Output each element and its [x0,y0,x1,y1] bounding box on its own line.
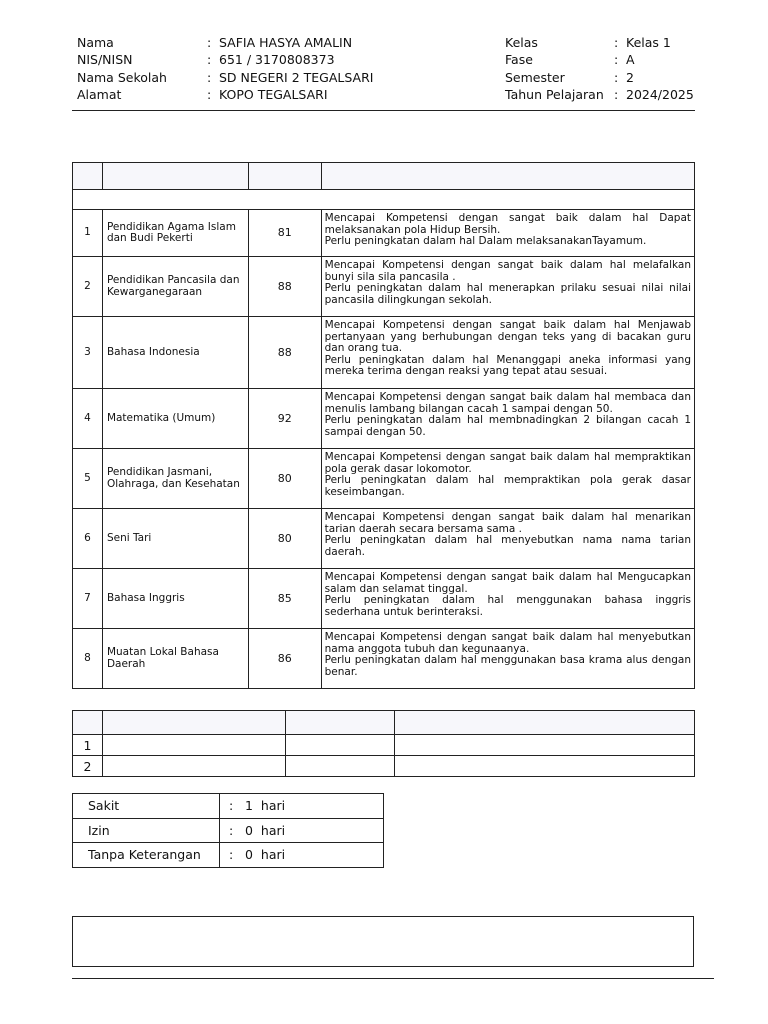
student-info-left [77,34,373,103]
grades-table [72,162,695,689]
attendance-count: 0 [245,847,253,863]
description [321,509,694,569]
row-number: 8 [73,629,103,689]
info-label: Semester [505,69,565,85]
attendance-count: 1 [245,798,253,814]
description-improvement: Perlu peningkatan dalam hal menggunakan bahasa inggris sederhana untuk berinteraksi. [324,594,691,618]
attendance-label: Sakit [73,794,220,819]
description-strength: Mencapai Kompetensi dengan sangat baik dalam hal Dapat melaksanakan pola Hidup Bersih. [324,212,691,236]
info-colon: : [614,35,619,50]
header-cell [73,711,103,735]
description-strength: Mencapai Kompetensi dengan sangat baik dalam hal menarikan tarian daerah secara bersama sama . [324,511,691,535]
info-label: Alamat [77,86,122,102]
attendance-value [220,818,384,843]
student-info-right [505,34,694,103]
description-improvement: Perlu peningkatan dalam hal menerapkan prilaku sesuai nilai nilai pancasila dilingkungan sekolah. [324,282,691,306]
score: 88 [248,317,321,389]
info-row-kelas [505,34,694,51]
cell [285,735,395,756]
cell [395,756,695,777]
header-cell [248,163,321,190]
table-row [73,389,695,449]
table-row [73,756,695,777]
info-colon: : [207,52,212,68]
description-strength: Mencapai Kompetensi dengan sangat baik dalam hal Mengucapkan salam dan selamat tinggal. [324,571,691,595]
info-colon: : [207,86,212,102]
grades-subheader-row [73,190,695,210]
row-number: 3 [73,317,103,389]
extracurricular-table [72,710,695,777]
info-row-semester [505,69,694,86]
info-row-alamat [77,86,373,103]
score: 80 [248,509,321,569]
description-strength: Mencapai Kompetensi dengan sangat baik dalam hal Menjawab pertanyaan yang berhubungan dengan teks yang di bacakan guru dan orang tua. [324,319,691,354]
info-value: SD NEGERI 2 TEGALSARI [219,69,374,85]
info-value: A [626,52,635,68]
description-strength: Mencapai Kompetensi dengan sangat baik dalam hal mempraktikan pola gerak dasar lokomotor. [324,451,691,475]
table-row [73,317,695,389]
info-value: SAFIA HASYA AMALIN [219,35,353,50]
teacher-notes-box [72,916,694,967]
info-colon: : [207,69,212,85]
table-row [73,629,695,689]
info-value: 2024/2025 [626,86,694,102]
header-cell [73,163,103,190]
score: 92 [248,389,321,449]
info-colon: : [207,35,212,50]
description-improvement: Perlu peningkatan dalam hal menggunakan basa krama alus dengan benar. [324,654,691,678]
cell [395,735,695,756]
attendance-row-izin [73,818,384,843]
table-row [73,449,695,509]
cell [285,756,395,777]
row-number: 2 [73,257,103,317]
header-cell [395,711,695,735]
info-label: Kelas [505,35,538,50]
attendance-label: Izin [73,818,220,843]
score: 80 [248,449,321,509]
info-row-sekolah [77,69,373,86]
info-label: Nama Sekolah [77,69,167,85]
subject-name: Matematika (Umum) [102,389,248,449]
info-row-nama [77,34,373,51]
attendance-value [220,794,384,819]
info-label: Nama [77,35,114,50]
score: 88 [248,257,321,317]
header-cell [102,163,248,190]
footer-divider [72,978,714,979]
description [321,629,694,689]
score: 85 [248,569,321,629]
description [321,317,694,389]
info-row-fase [505,51,694,68]
header-cell [102,711,285,735]
cell [102,756,285,777]
description [321,389,694,449]
table-row [73,210,695,257]
info-label: Fase [505,52,533,68]
info-row-nisn [77,51,373,68]
attendance-count: 0 [245,822,253,838]
description-strength: Mencapai Kompetensi dengan sangat baik dalam hal menyebutkan nama anggota tubuh dan kegunaanya. [324,631,691,655]
attendance-value [220,843,384,868]
grades-header-row [73,163,695,190]
attendance-colon: : [229,798,234,814]
extracurricular-header-row [73,711,695,735]
subheader-cell [73,190,695,210]
subject-name: Muatan Lokal Bahasa Daerah [102,629,248,689]
info-label: NIS/NISN [77,52,133,68]
description-improvement: Perlu peningkatan dalam hal Menanggapi aneka informasi yang mereka terima dengan reaksi yang tepat atau sesuai. [324,353,691,377]
score: 86 [248,629,321,689]
description-improvement: Perlu peningkatan dalam hal mempraktikan pola gerak dasar keseimbangan. [324,474,691,498]
info-colon: : [614,52,619,68]
table-row [73,509,695,569]
info-value: 651 / 3170808373 [219,52,335,68]
info-value: KOPO TEGALSARI [219,86,328,102]
info-colon: : [614,69,619,85]
info-value: Kelas 1 [626,35,671,50]
attendance-label: Tanpa Keterangan [73,843,220,868]
attendance-unit: hari [260,798,286,814]
table-row [73,735,695,756]
cell [102,735,285,756]
header-divider [72,110,695,111]
row-number: 1 [73,735,103,756]
table-row [73,569,695,629]
subject-name: Pendidikan Jasmani, Olahraga, dan Kesehatan [102,449,248,509]
description-strength: Mencapai Kompetensi dengan sangat baik dalam hal membaca dan menulis lambang bilangan cacah 1 sampai dengan 50. [324,391,691,415]
info-value: 2 [626,69,634,85]
subject-name: Seni Tari [102,509,248,569]
description [321,569,694,629]
description [321,257,694,317]
score: 81 [248,210,321,257]
description-strength: Mencapai Kompetensi dengan sangat baik dalam hal melafalkan bunyi sila sila pancasila . [324,259,691,283]
table-row [73,257,695,317]
attendance-row-sakit [73,794,384,819]
description [321,210,694,257]
info-colon: : [614,86,619,102]
header-cell [321,163,694,190]
attendance-table [72,793,384,868]
header-cell [285,711,395,735]
description-improvement: Perlu peningkatan dalam hal membnadingkan 2 bilangan cacah 1 sampai dengan 50. [324,414,691,438]
row-number: 7 [73,569,103,629]
attendance-colon: : [229,847,234,863]
row-number: 2 [73,756,103,777]
subject-name: Pendidikan Pancasila dan Kewarganegaraan [102,257,248,317]
attendance-unit: hari [260,847,286,863]
subject-name: Pendidikan Agama Islam dan Budi Pekerti [102,210,248,257]
attendance-colon: : [229,822,234,838]
attendance-unit: hari [260,822,286,838]
description [321,449,694,509]
row-number: 4 [73,389,103,449]
description-improvement: Perlu peningkatan dalam hal Dalam melaksanakanTayamum. [324,235,647,247]
info-label: Tahun Pelajaran [505,86,604,102]
subject-name: Bahasa Inggris [102,569,248,629]
subject-name: Bahasa Indonesia [102,317,248,389]
row-number: 5 [73,449,103,509]
row-number: 1 [73,210,103,257]
row-number: 6 [73,509,103,569]
info-row-tahun [505,86,694,103]
description-improvement: Perlu peningkatan dalam hal menyebutkan nama nama tarian daerah. [324,534,691,558]
attendance-row-tanpa-keterangan [73,843,384,868]
